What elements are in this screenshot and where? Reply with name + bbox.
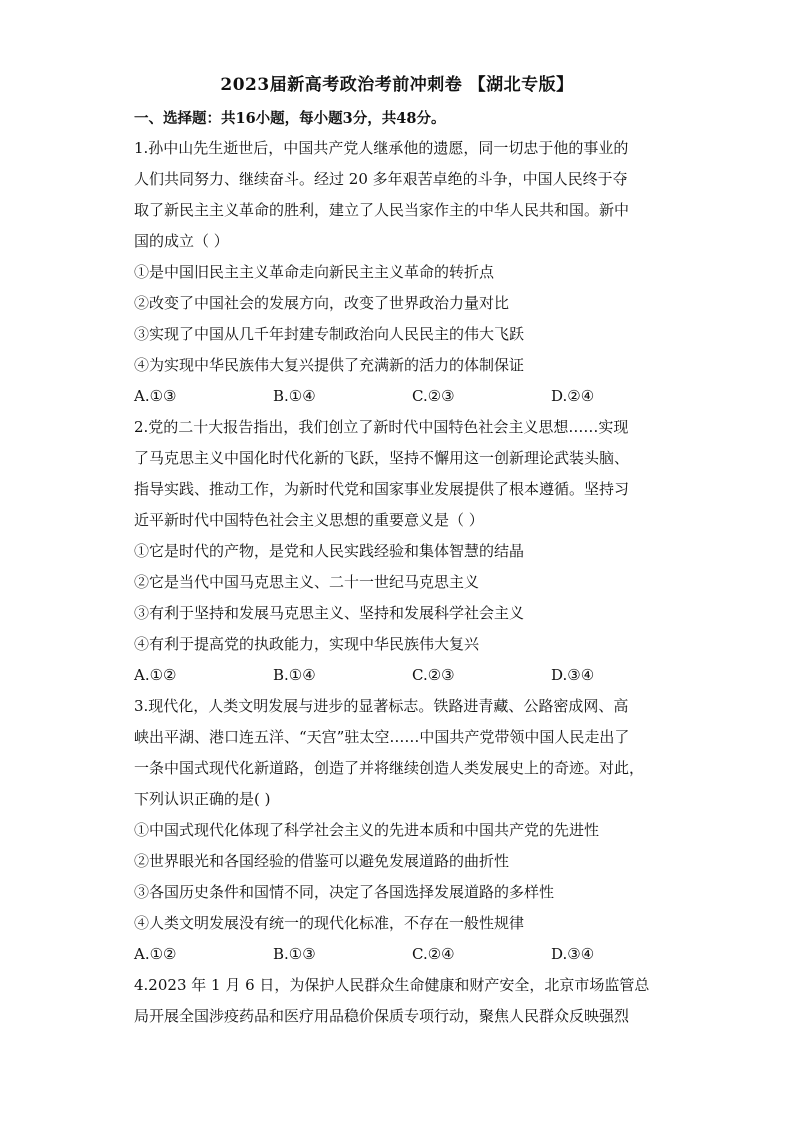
question-stem-line: 4.2023 年 1 月 6 日，为保护人民群众生命健康和财产安全，北京市场监管总 bbox=[134, 976, 650, 994]
question-stem-line: 3.现代化，人类文明发展与进步的显著标志。铁路进青藏、公路密成网、高 bbox=[134, 697, 629, 715]
statement-item: ①中国式现代化体现了科学社会主义的先进本质和中国共产党的先进性 bbox=[134, 821, 600, 839]
question-3 bbox=[134, 691, 674, 970]
option-c: C.②③ bbox=[412, 666, 455, 684]
statement-item: ④有利于提高党的执政能力，实现中华民族伟大复兴 bbox=[134, 635, 480, 653]
statement-item: ④为实现中华民族伟大复兴提供了充满新的活力的体制保证 bbox=[134, 356, 525, 374]
statement-item: ②改变了中国社会的发展方向，改变了世界政治力量对比 bbox=[134, 294, 510, 312]
option-a: A.①③ bbox=[134, 387, 177, 405]
question-stem-line: 2.党的二十大报告指出，我们创立了新时代中国特色社会主义思想……实现 bbox=[134, 418, 629, 436]
option-d: D.③④ bbox=[551, 666, 595, 684]
question-stem-line: 1.孙中山先生逝世后，中国共产党人继承他的遗愿，同一切忠于他的事业的 bbox=[134, 139, 629, 157]
statement-item: ④人类文明发展没有统一的现代化标准，不存在一般性规律 bbox=[134, 914, 525, 932]
option-a: A.①② bbox=[134, 666, 177, 684]
answer-options bbox=[134, 939, 674, 970]
question-stem-line: 一条中国式现代化新道路，创造了并将继续创造人类发展史上的奇迹。对此， bbox=[134, 759, 645, 777]
answer-options bbox=[134, 660, 674, 691]
option-c: C.②④ bbox=[412, 945, 455, 963]
question-stem-line: 近平新时代中国特色社会主义思想的重要意义是（ ） bbox=[134, 511, 484, 529]
question-1 bbox=[134, 133, 674, 412]
question-stem-line: 取了新民主主义革命的胜利，建立了人民当家作主的中华人民共和国。新中 bbox=[134, 201, 630, 219]
question-stem-line: 了马克思主义中国化时代化新的飞跃，坚持不懈用这一创新理论武装头脑、 bbox=[134, 449, 630, 467]
statement-item: ①它是时代的产物，是党和人民实践经验和集体智慧的结晶 bbox=[134, 542, 525, 560]
option-c: C.②③ bbox=[412, 387, 455, 405]
question-stem-line: 人们共同努力、继续奋斗。经过 20 多年艰苦卓绝的斗争，中国人民终于夺 bbox=[134, 170, 628, 188]
statement-item: ②它是当代中国马克思主义、二十一世纪马克思主义 bbox=[134, 573, 480, 591]
question-stem-line: 局开展全国涉疫药品和医疗用品稳价保质专项行动，聚焦人民群众反映强烈 bbox=[134, 1007, 630, 1025]
question-stem-line: 峡出平湖、港口连五洋、“天宫”驻太空……中国共产党带领中国人民走出了 bbox=[134, 728, 630, 746]
statement-item: ③实现了中国从几千年封建专制政治向人民民主的伟大飞跃 bbox=[134, 325, 525, 343]
option-d: D.③④ bbox=[551, 945, 595, 963]
answer-options bbox=[134, 381, 674, 412]
option-d: D.②④ bbox=[551, 387, 595, 405]
option-a: A.①② bbox=[134, 945, 177, 963]
statement-item: ③有利于坚持和发展马克思主义、坚持和发展科学社会主义 bbox=[134, 604, 525, 622]
page-title: 2023届新高考政治考前冲刺卷 【湖北专版】 bbox=[220, 75, 574, 95]
question-4 bbox=[134, 970, 674, 1032]
question-stem-line: 下列认识正确的是( ) bbox=[134, 790, 271, 808]
option-b: B.①③ bbox=[273, 945, 316, 963]
statement-item: ①是中国旧民主主义革命走向新民主主义革命的转折点 bbox=[134, 263, 495, 281]
section-header: 一、选择题：共16小题，每小题3分，共48分。 bbox=[134, 110, 446, 127]
option-b: B.①④ bbox=[273, 666, 316, 684]
option-b: B.①④ bbox=[273, 387, 316, 405]
question-2 bbox=[134, 412, 674, 691]
question-stem-line: 国的成立（ ） bbox=[134, 232, 229, 250]
statement-item: ②世界眼光和各国经验的借鉴可以避免发展道路的曲折性 bbox=[134, 852, 510, 870]
exam-content bbox=[134, 104, 674, 1032]
statement-item: ③各国历史条件和国情不同，决定了各国选择发展道路的多样性 bbox=[134, 883, 555, 901]
question-stem-line: 指导实践、推动工作，为新时代党和国家事业发展提供了根本遵循。坚持习 bbox=[134, 480, 630, 498]
